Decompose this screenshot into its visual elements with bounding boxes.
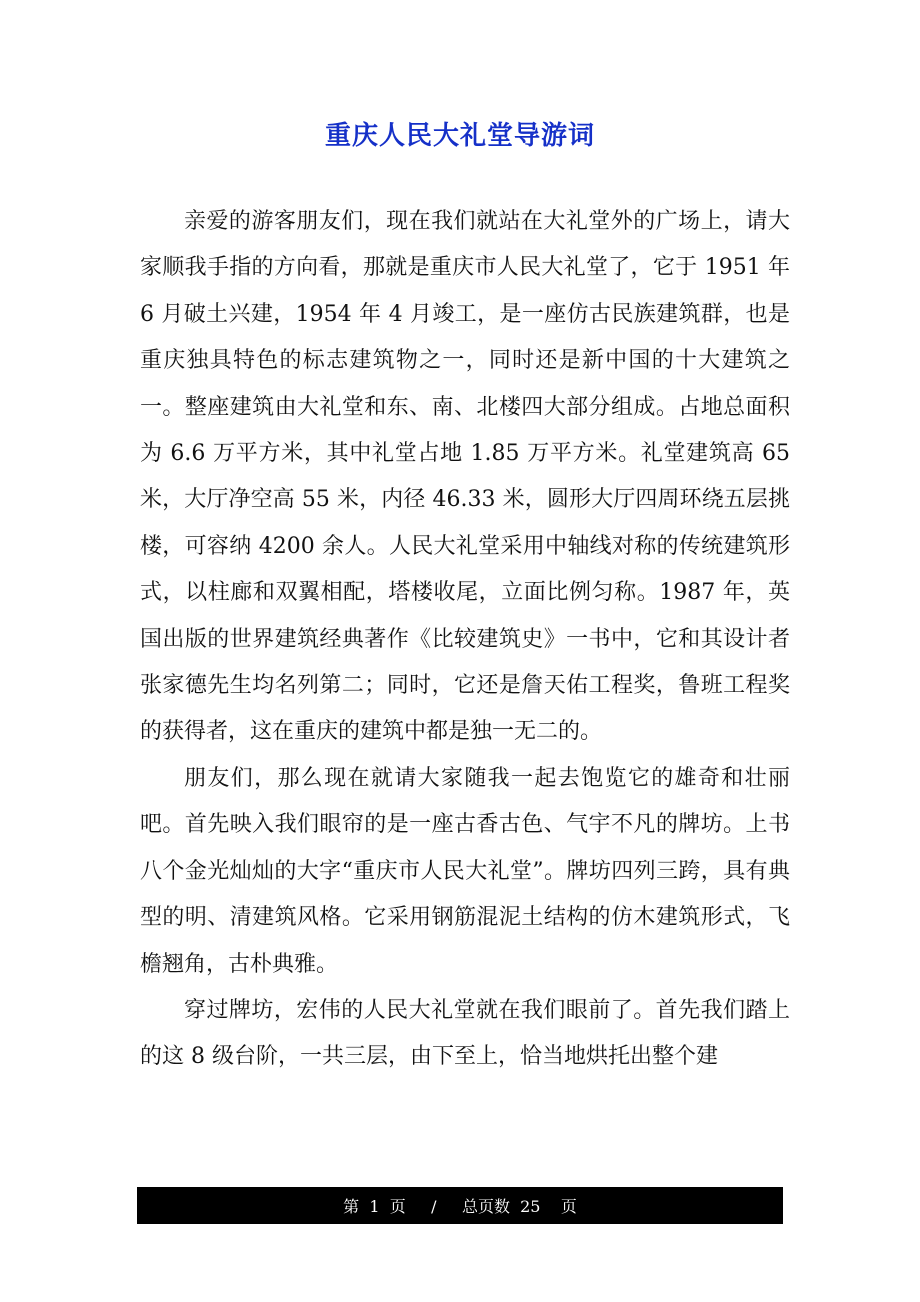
document-title: 重庆人民大礼堂导游词 xyxy=(324,121,595,151)
page-number-label: 第 1 页 / 总页数 25 页 xyxy=(343,1197,577,1216)
paragraph-1: 亲爱的游客朋友们，现在我们就站在大礼堂外的广场上，请大家顺我手指的方向看，那就是重庆市人民大礼堂了，它于 1951 年 6 月破土兴建，1954 年 4 月竣工，是一座仿古民族建筑群，也是重庆独具特色的标志建筑物之一，同时还是新中国的十大建筑之一。整座建筑由大礼堂和东、南、北楼四大部分组成。占地总面积为 6.6 万平方米，其中礼堂占地 1.85 万平方米。礼堂建筑高 65 米，大厅净空高 55 米，内径 46.33 米，圆形大厅四周环绕五层挑楼，可容纳 4200 余人。人民大礼堂采用中轴线对称的传统建筑形式，以柱廊和双翼相配，塔楼收尾，立面比例匀称。1987 年，英国出版的世界建筑经典著作《比较建筑史》一书中，它和其设计者张家德先生均名列第二；同时，它还是詹天佑工程奖，鲁班工程奖的获得者，这在重庆的建筑中都是独一无二的。 xyxy=(140,209,790,745)
document-body xyxy=(140,199,790,1081)
page-footer xyxy=(137,1187,783,1224)
paragraph-3: 穿过牌坊，宏伟的人民大礼堂就在我们眼前了。首先我们踏上的这 8 级台阶，一共三层，由下至上，恰当地烘托出整个建 xyxy=(140,997,790,1070)
paragraph-2: 朋友们，那么现在就请大家随我一起去饱览它的雄奇和壮丽吧。首先映入我们眼帘的是一座古香古色、气宇不凡的牌坊。上书八个金光灿灿的大字“重庆市人民大礼堂”。牌坊四列三跨，具有典型的明、清建筑风格。它采用钢筋混泥土结构的仿木建筑形式，飞檐翘角，古朴典雅。 xyxy=(140,765,790,977)
